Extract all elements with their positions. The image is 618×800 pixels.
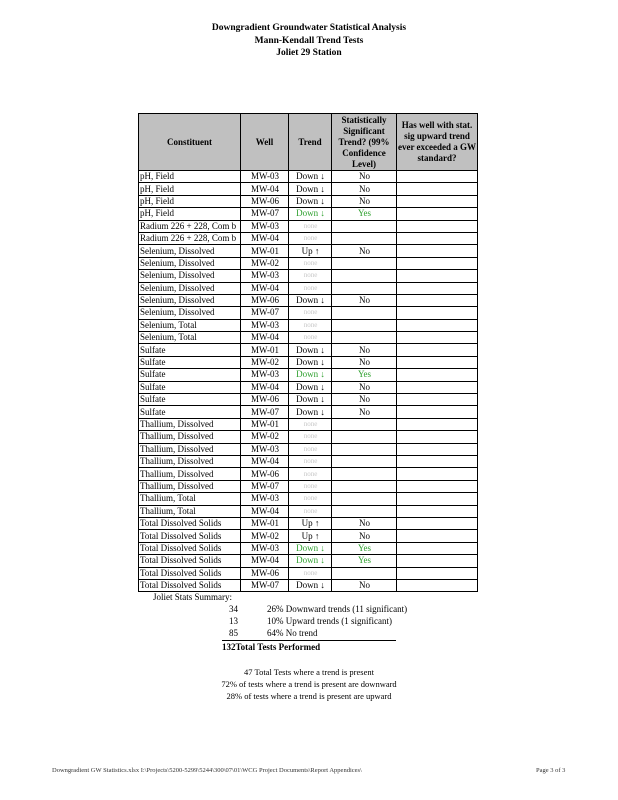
trend-cell: none bbox=[289, 505, 332, 517]
significant-cell bbox=[332, 220, 397, 232]
trend-cell: Down ↓ bbox=[289, 555, 332, 567]
table-row bbox=[139, 406, 478, 418]
significant-cell bbox=[332, 443, 397, 455]
well-cell: MW-02 bbox=[241, 356, 289, 368]
exceeded-cell bbox=[397, 381, 478, 393]
summary-count: 13 bbox=[229, 616, 238, 626]
constituent-cell: Thallium, Total bbox=[139, 493, 241, 505]
exceeded-cell bbox=[397, 567, 478, 579]
table-row bbox=[139, 579, 478, 591]
exceeded-cell bbox=[397, 282, 478, 294]
exceeded-cell bbox=[397, 257, 478, 269]
significant-cell: No bbox=[332, 195, 397, 207]
constituent-cell: pH, Field bbox=[139, 183, 241, 195]
table-row bbox=[139, 257, 478, 269]
trend-cell: none bbox=[289, 480, 332, 492]
exceeded-cell bbox=[397, 530, 478, 542]
trend-cell: Up ↑ bbox=[289, 517, 332, 529]
table-row bbox=[139, 468, 478, 480]
constituent-cell: Sulfate bbox=[139, 406, 241, 418]
well-cell: MW-04 bbox=[241, 555, 289, 567]
trend-cell: none bbox=[289, 220, 332, 232]
trend-cell: Down ↓ bbox=[289, 171, 332, 183]
exceeded-cell bbox=[397, 270, 478, 282]
header-constituent: Constituent bbox=[139, 114, 241, 171]
header-significant: Statistically Significant Trend? (99% Confidence Level) bbox=[332, 114, 397, 171]
significant-cell bbox=[332, 270, 397, 282]
trend-cell: Down ↓ bbox=[289, 344, 332, 356]
exceeded-cell bbox=[397, 319, 478, 331]
significant-cell bbox=[332, 307, 397, 319]
trend-cell: Down ↓ bbox=[289, 356, 332, 368]
title-line-2: Mann-Kendall Trend Tests bbox=[254, 35, 364, 46]
table-row bbox=[139, 294, 478, 306]
well-cell: MW-06 bbox=[241, 468, 289, 480]
table-row bbox=[139, 555, 478, 567]
well-cell: MW-03 bbox=[241, 443, 289, 455]
constituent-cell: Sulfate bbox=[139, 356, 241, 368]
table-body bbox=[139, 171, 478, 592]
constituent-cell: Radium 226 + 228, Com b bbox=[139, 220, 241, 232]
significant-cell: No bbox=[332, 344, 397, 356]
well-cell: MW-07 bbox=[241, 406, 289, 418]
table-row bbox=[139, 245, 478, 257]
header-well: Well bbox=[241, 114, 289, 171]
table-row bbox=[139, 232, 478, 244]
constituent-cell: Selenium, Total bbox=[139, 332, 241, 344]
well-cell: MW-02 bbox=[241, 431, 289, 443]
constituent-cell: Thallium, Dissolved bbox=[139, 443, 241, 455]
constituent-cell: Sulfate bbox=[139, 369, 241, 381]
table-row bbox=[139, 183, 478, 195]
exceeded-cell bbox=[397, 307, 478, 319]
well-cell: MW-04 bbox=[241, 455, 289, 467]
table-row bbox=[139, 171, 478, 183]
table-row bbox=[139, 567, 478, 579]
constituent-cell: Thallium, Dissolved bbox=[139, 468, 241, 480]
exceeded-cell bbox=[397, 356, 478, 368]
well-cell: MW-01 bbox=[241, 418, 289, 430]
significant-cell bbox=[332, 418, 397, 430]
significant-cell: No bbox=[332, 183, 397, 195]
constituent-cell: Total Dissolved Solids bbox=[139, 517, 241, 529]
well-cell: MW-01 bbox=[241, 344, 289, 356]
exceeded-cell bbox=[397, 455, 478, 467]
trend-cell: Down ↓ bbox=[289, 542, 332, 554]
exceeded-cell bbox=[397, 579, 478, 591]
table-row bbox=[139, 381, 478, 393]
exceeded-cell bbox=[397, 406, 478, 418]
summary-count: 34 bbox=[229, 604, 238, 614]
significant-cell: No bbox=[332, 530, 397, 542]
constituent-cell: Sulfate bbox=[139, 394, 241, 406]
table-row bbox=[139, 344, 478, 356]
table-row bbox=[139, 220, 478, 232]
exceeded-cell bbox=[397, 468, 478, 480]
title-line-1: Downgradient Groundwater Statistical Analysis bbox=[211, 23, 407, 33]
constituent-cell: pH, Field bbox=[139, 195, 241, 207]
table-row bbox=[139, 443, 478, 455]
table-row bbox=[139, 270, 478, 282]
trend-table bbox=[138, 113, 478, 592]
significant-cell: No bbox=[332, 171, 397, 183]
well-cell: MW-06 bbox=[241, 195, 289, 207]
well-cell: MW-03 bbox=[241, 171, 289, 183]
table-row bbox=[139, 431, 478, 443]
summary-note: 72% of tests where a trend is present are downward bbox=[221, 679, 397, 689]
trend-cell: none bbox=[289, 232, 332, 244]
significant-cell: No bbox=[332, 381, 397, 393]
exceeded-cell bbox=[397, 220, 478, 232]
summary-total: 132Total Tests Performed bbox=[222, 642, 321, 652]
summary-row bbox=[0, 628, 618, 640]
well-cell: MW-04 bbox=[241, 183, 289, 195]
trend-cell: none bbox=[289, 282, 332, 294]
well-cell: MW-03 bbox=[241, 542, 289, 554]
summary-note: 28% of tests where a trend is present are upward bbox=[226, 691, 392, 701]
well-cell: MW-04 bbox=[241, 232, 289, 244]
exceeded-cell bbox=[397, 480, 478, 492]
summary-text: 64% No trend bbox=[267, 628, 318, 638]
trend-cell: none bbox=[289, 332, 332, 344]
constituent-cell: Total Dissolved Solids bbox=[139, 567, 241, 579]
significant-cell: Yes bbox=[332, 542, 397, 554]
well-cell: MW-03 bbox=[241, 270, 289, 282]
summary-note: 47 Total Tests where a trend is present bbox=[244, 667, 374, 677]
exceeded-cell bbox=[397, 369, 478, 381]
table-row bbox=[139, 480, 478, 492]
well-cell: MW-06 bbox=[241, 394, 289, 406]
trend-cell: Down ↓ bbox=[289, 579, 332, 591]
table-row bbox=[139, 394, 478, 406]
summary-title: Joliet Stats Summary: bbox=[153, 592, 233, 602]
trend-cell: none bbox=[289, 443, 332, 455]
significant-cell bbox=[332, 455, 397, 467]
constituent-cell: Total Dissolved Solids bbox=[139, 555, 241, 567]
trend-cell: none bbox=[289, 468, 332, 480]
constituent-cell: Thallium, Dissolved bbox=[139, 480, 241, 492]
summary-text: 26% Downward trends (11 significant) bbox=[267, 604, 408, 614]
exceeded-cell bbox=[397, 171, 478, 183]
well-cell: MW-04 bbox=[241, 505, 289, 517]
constituent-cell: Thallium, Dissolved bbox=[139, 418, 241, 430]
well-cell: MW-07 bbox=[241, 208, 289, 220]
trend-cell: Up ↑ bbox=[289, 245, 332, 257]
summary-row bbox=[0, 604, 618, 616]
significant-cell bbox=[332, 505, 397, 517]
exceeded-cell bbox=[397, 542, 478, 554]
trend-cell: none bbox=[289, 455, 332, 467]
constituent-cell: Selenium, Dissolved bbox=[139, 282, 241, 294]
constituent-cell: Selenium, Dissolved bbox=[139, 270, 241, 282]
trend-cell: Down ↓ bbox=[289, 294, 332, 306]
significant-cell: Yes bbox=[332, 369, 397, 381]
significant-cell bbox=[332, 493, 397, 505]
exceeded-cell bbox=[397, 443, 478, 455]
exceeded-cell bbox=[397, 232, 478, 244]
exceeded-cell bbox=[397, 394, 478, 406]
significant-cell bbox=[332, 257, 397, 269]
significant-cell: No bbox=[332, 406, 397, 418]
exceeded-cell bbox=[397, 517, 478, 529]
title-line-3: Joliet 29 Station bbox=[276, 48, 342, 58]
significant-cell: Yes bbox=[332, 555, 397, 567]
header-exceeded: Has well with stat. sig upward trend ever exceeded a GW standard? bbox=[397, 114, 478, 171]
well-cell: MW-03 bbox=[241, 220, 289, 232]
table-row bbox=[139, 455, 478, 467]
table-row bbox=[139, 307, 478, 319]
table-row bbox=[139, 517, 478, 529]
table-row bbox=[139, 493, 478, 505]
well-cell: MW-02 bbox=[241, 530, 289, 542]
table-row bbox=[139, 530, 478, 542]
constituent-cell: Selenium, Dissolved bbox=[139, 294, 241, 306]
trend-cell: Down ↓ bbox=[289, 369, 332, 381]
exceeded-cell bbox=[397, 418, 478, 430]
well-cell: MW-06 bbox=[241, 567, 289, 579]
trend-cell: none bbox=[289, 431, 332, 443]
footer-file-path: Downgradient GW Statistics.xlsx I:\Projects\5200-5299\5244\300\07\01\WCG Project Documents\Report Appendices\ bbox=[52, 767, 362, 774]
significant-cell: No bbox=[332, 356, 397, 368]
summary-row bbox=[0, 616, 618, 628]
exceeded-cell bbox=[397, 332, 478, 344]
significant-cell bbox=[332, 480, 397, 492]
table-row bbox=[139, 282, 478, 294]
footer-page-number: Page 3 of 3 bbox=[536, 767, 566, 774]
well-cell: MW-02 bbox=[241, 257, 289, 269]
table-row bbox=[139, 195, 478, 207]
constituent-cell: Thallium, Dissolved bbox=[139, 455, 241, 467]
trend-cell: Up ↑ bbox=[289, 530, 332, 542]
well-cell: MW-07 bbox=[241, 480, 289, 492]
summary-text: 10% Upward trends (1 significant) bbox=[267, 616, 392, 626]
constituent-cell: Total Dissolved Solids bbox=[139, 579, 241, 591]
trend-cell: Down ↓ bbox=[289, 195, 332, 207]
well-cell: MW-01 bbox=[241, 245, 289, 257]
significant-cell bbox=[332, 567, 397, 579]
header-trend: Trend bbox=[289, 114, 332, 171]
constituent-cell: Selenium, Dissolved bbox=[139, 257, 241, 269]
constituent-cell: Sulfate bbox=[139, 344, 241, 356]
table-header-row bbox=[139, 114, 478, 171]
significant-cell bbox=[332, 282, 397, 294]
well-cell: MW-03 bbox=[241, 319, 289, 331]
constituent-cell: Radium 226 + 228, Com b bbox=[139, 232, 241, 244]
significant-cell: No bbox=[332, 245, 397, 257]
trend-cell: none bbox=[289, 493, 332, 505]
trend-cell: none bbox=[289, 307, 332, 319]
trend-cell: Down ↓ bbox=[289, 394, 332, 406]
constituent-cell: Selenium, Dissolved bbox=[139, 307, 241, 319]
trend-cell: none bbox=[289, 418, 332, 430]
trend-cell: none bbox=[289, 567, 332, 579]
table-row bbox=[139, 319, 478, 331]
well-cell: MW-03 bbox=[241, 369, 289, 381]
trend-cell: none bbox=[289, 257, 332, 269]
well-cell: MW-04 bbox=[241, 332, 289, 344]
significant-cell: No bbox=[332, 394, 397, 406]
well-cell: MW-04 bbox=[241, 381, 289, 393]
significant-cell: No bbox=[332, 294, 397, 306]
exceeded-cell bbox=[397, 344, 478, 356]
table-row bbox=[139, 332, 478, 344]
constituent-cell: Sulfate bbox=[139, 381, 241, 393]
significant-cell: Yes bbox=[332, 208, 397, 220]
well-cell: MW-03 bbox=[241, 493, 289, 505]
exceeded-cell bbox=[397, 431, 478, 443]
table-row bbox=[139, 369, 478, 381]
significant-cell bbox=[332, 468, 397, 480]
trend-cell: none bbox=[289, 319, 332, 331]
significant-cell: No bbox=[332, 579, 397, 591]
constituent-cell: Total Dissolved Solids bbox=[139, 530, 241, 542]
trend-cell: Down ↓ bbox=[289, 381, 332, 393]
well-cell: MW-07 bbox=[241, 579, 289, 591]
well-cell: MW-01 bbox=[241, 517, 289, 529]
table-row bbox=[139, 208, 478, 220]
exceeded-cell bbox=[397, 493, 478, 505]
significant-cell bbox=[332, 431, 397, 443]
trend-cell: Down ↓ bbox=[289, 406, 332, 418]
trend-cell: Down ↓ bbox=[289, 183, 332, 195]
well-cell: MW-07 bbox=[241, 307, 289, 319]
table-row bbox=[139, 356, 478, 368]
table-row bbox=[139, 418, 478, 430]
well-cell: MW-06 bbox=[241, 294, 289, 306]
constituent-cell: Selenium, Total bbox=[139, 319, 241, 331]
constituent-cell: Thallium, Total bbox=[139, 505, 241, 517]
exceeded-cell bbox=[397, 245, 478, 257]
well-cell: MW-04 bbox=[241, 282, 289, 294]
exceeded-cell bbox=[397, 195, 478, 207]
summary-rule bbox=[222, 640, 396, 641]
significant-cell bbox=[332, 232, 397, 244]
constituent-cell: Total Dissolved Solids bbox=[139, 542, 241, 554]
significant-cell bbox=[332, 332, 397, 344]
exceeded-cell bbox=[397, 183, 478, 195]
summary-count: 85 bbox=[229, 628, 238, 638]
exceeded-cell bbox=[397, 555, 478, 567]
trend-cell: Down ↓ bbox=[289, 208, 332, 220]
constituent-cell: Thallium, Dissolved bbox=[139, 431, 241, 443]
significant-cell bbox=[332, 319, 397, 331]
constituent-cell: Selenium, Dissolved bbox=[139, 245, 241, 257]
significant-cell: No bbox=[332, 517, 397, 529]
constituent-cell: pH, Field bbox=[139, 208, 241, 220]
table-row bbox=[139, 542, 478, 554]
exceeded-cell bbox=[397, 505, 478, 517]
trend-cell: none bbox=[289, 270, 332, 282]
report-title bbox=[0, 22, 618, 60]
exceeded-cell bbox=[397, 208, 478, 220]
table-row bbox=[139, 505, 478, 517]
exceeded-cell bbox=[397, 294, 478, 306]
constituent-cell: pH, Field bbox=[139, 171, 241, 183]
